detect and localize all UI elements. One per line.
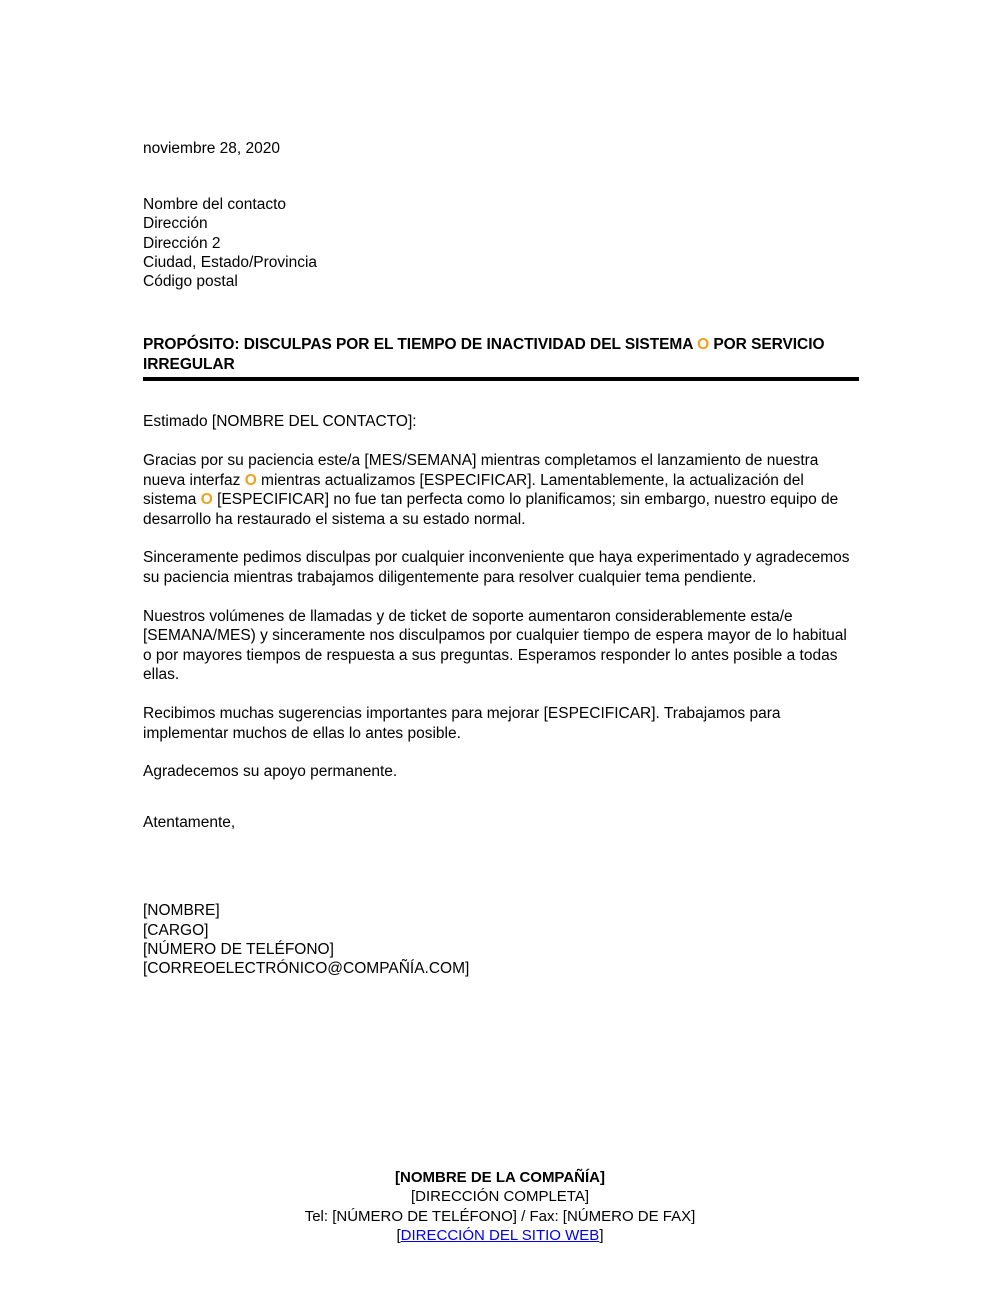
paragraph1-segment1: Gracias por su paciencia este/a [MES/SEMANA] mientras completamos el lanzamiento de nuestra nueva interfaz: [143, 451, 819, 489]
letter-body: [143, 139, 859, 978]
page-footer: [0, 1168, 1000, 1246]
footer-company-name: [NOMBRE DE LA COMPAÑÍA]: [395, 1169, 605, 1186]
closing-line: Atentamente,: [143, 813, 236, 831]
footer-phone-fax: Tel: [NÚMERO DE TELÉFONO] / Fax: [NÚMERO DE FAX]: [304, 1207, 696, 1225]
bracket-close: ]: [599, 1227, 604, 1245]
recipient-address-block: [143, 195, 859, 291]
address-line-street2: Dirección 2: [143, 234, 221, 252]
address-line-street: Dirección: [143, 215, 208, 233]
purpose-heading-part2: POR SERVICIO IRREGULAR: [143, 336, 825, 373]
body-paragraph-5: Agradecemos su apoyo permanente.: [143, 763, 398, 781]
body-paragraph-3: Nuestros volúmenes de llamadas y de ticket de soporte aumentaron considerablemente esta/e [SEMANA/MES) y sinceramente nos disculpamos por cualquier tiempo de espera mayor de lo habitual o por mayores tiempos de respuesta a sus preguntas. Esperamos responder lo antes posible a todas ellas.: [143, 607, 847, 684]
signature-phone: [NÚMERO DE TELÉFONO]: [143, 940, 334, 958]
footer-address: [DIRECCIÓN COMPLETA]: [410, 1188, 590, 1206]
signature-email: [CORREOELECTRÓNICO@COMPAÑÍA.COM]: [143, 960, 470, 978]
address-line-postal-code: Código postal: [143, 273, 238, 291]
salutation-line: Estimado [NOMBRE DEL CONTACTO]:: [143, 413, 417, 431]
address-line-name: Nombre del contacto: [143, 196, 287, 213]
paragraph1-segment2: mientras actualizamos [ESPECIFICAR]. Lamentablemente, la actualización del sistema: [143, 471, 804, 509]
signature-title: [CARGO]: [143, 921, 209, 939]
or-conjunction-marker: O: [244, 471, 257, 489]
signature-name: [NOMBRE]: [143, 902, 220, 920]
purpose-heading: [143, 335, 859, 374]
website-link[interactable]: DIRECCIÓN DEL SITIO WEB: [400, 1227, 600, 1245]
footer-website-line: [0, 1226, 1000, 1245]
or-conjunction-marker: O: [697, 336, 710, 354]
letter-date: noviembre 28, 2020: [143, 140, 281, 157]
heading-divider-rule: [143, 377, 859, 381]
paragraph1-segment3: [ESPECIFICAR] no fue tan perfecta como lo planificamos; sin embargo, nuestro equipo de desarrollo ha restaurado el sistema a su estado normal.: [143, 491, 839, 528]
or-conjunction-marker: O: [200, 491, 213, 509]
body-paragraph-1: [143, 451, 859, 529]
signature-block: [143, 901, 859, 978]
purpose-heading-part1: PROPÓSITO: DISCULPAS POR EL TIEMPO DE INACTIVIDAD DEL SISTEMA: [143, 336, 698, 354]
bracket-open: [: [396, 1227, 401, 1245]
body-paragraph-4: Recibimos muchas sugerencias importantes para mejorar [ESPECIFICAR]. Trabajamos para implementar muchos de ellas lo antes posible.: [143, 704, 781, 742]
body-paragraph-2: Sinceramente pedimos disculpas por cualquier inconveniente que haya experimentado y agradecemos su paciencia mientras trabajamos diligentemente para resolver cualquier tema pendiente.: [143, 549, 850, 586]
address-line-city-state: Ciudad, Estado/Provincia: [143, 253, 318, 271]
